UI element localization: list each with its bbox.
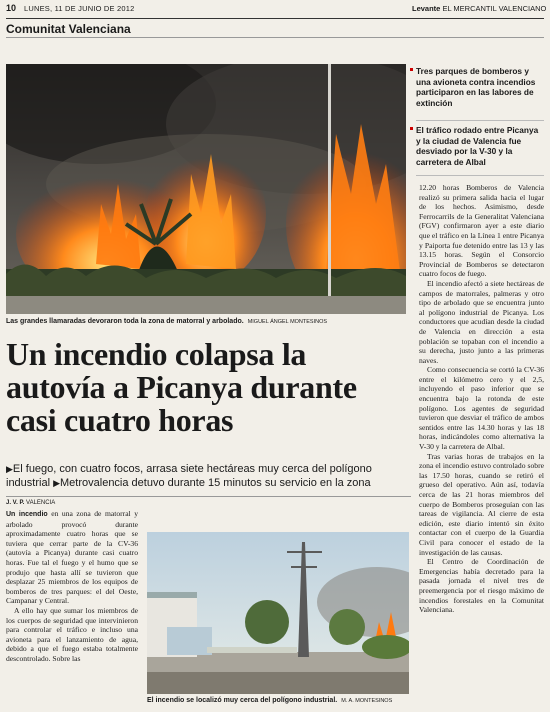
paragraph: Como consecuencia se cortó la CV-36 entre el kilómetro cero y el 2,5, incluyendo el paso inferior que se encuentra bajo la rotonda de este polígono. Los agentes de seguridad tuvieron que desviar el tráfico de ambos sentidos entre las 14.30 horas y las 18 horas, indicándoles como alternativa la V-30 y la carretera de Albal. [419, 365, 544, 452]
lead-words: Un incendio [6, 511, 48, 518]
triangle-bullet-icon: ▶ [6, 464, 13, 474]
paragraph: Un incendio en una zona de matorral y arbolado provocó durante aproximadamente cuatro horas que se tuviera que cerrar parte de la CV-36 (autovía a Picanya) durante casi cuatro horas. Fue tal el fuego y el humo que se produjo que hasta allí se tuvieron que desplazar 25 miembros de los equipos de bomberos de tres parques: el del Oeste, Campanar y Central. [6, 509, 138, 606]
article-body-right [419, 183, 544, 615]
fire-photo [6, 64, 406, 314]
paragraph: Tras varias horas de trabajos en la zona el incendio estuvo controlado sobre las 17.50 horas, cuando se retiró el grueso del operativo. Aún así, todavía cerca de las 21 horas miembros del cuerpo de Bomberos proseguían con las tareas de vigilancia. Al cierre de esta edición, este diario intentó sin éxito contactar con el cuerpo de la Guardia Civil para conocer el estado de la investigación de las causas. [419, 451, 544, 557]
paragraph: El incendio afectó a siete hectáreas de campos de matorrales, palmeras y otro tipo de arbolado que se encuentra junto al polígono industrial de Picanya. Los conductores que acudían desde la ciudad de Valencia en dirección a esta población se topaban con el incendio a su derecha, justo junto a las primeras naves. [419, 278, 544, 365]
photo-credit: MIGUEL ÁNGEL MONTESINOS [247, 319, 328, 325]
masthead-rule [6, 18, 544, 19]
fire-photo-illustration [6, 64, 406, 314]
sidebar-rule [416, 175, 544, 176]
section-rule [6, 37, 544, 38]
page-masthead [0, 0, 550, 18]
section-title: Comunitat Valenciana [6, 22, 131, 36]
sidebar-highlight-1: Tres parques de bomberos y una avioneta contra incendios participaron en las labores de extinción [416, 66, 544, 108]
sidebar-highlight-2: El tráfico rodado entre Picanya y la ciudad de Valencia fue desviado por la V-30 y la carretera de Albal [416, 125, 544, 167]
sidebar-rule [416, 120, 544, 121]
byline: J. V. P. VALENCIA [6, 500, 56, 506]
triangle-bullet-icon: ▶ [53, 477, 61, 488]
page-date: LUNES, 11 DE JUNIO DE 2012 [24, 4, 135, 13]
article-body-left [6, 509, 138, 664]
deck-rule [6, 496, 411, 497]
industrial-area-photo [147, 532, 409, 694]
paragraph: El Centro de Coordinación de Emergencias había decretado para la pasada jornada el nivel tres de preemergencia por el riesgo máximo de incendios forestales en la Comunitat Valenciana. [419, 557, 544, 615]
main-photo-caption: Las grandes llamaradas devoraron toda la zona de matorral y arbolado. MIGUEL ÁNGEL MONTESINOS [6, 318, 328, 325]
photo-credit: M. A. MONTESINOS [341, 698, 393, 704]
industrial-area-illustration [147, 532, 409, 694]
paragraph: A ello hay que sumar los miembros de los cuerpos de seguridad que intervinieron para controlar el tráfico e incluso una avioneta para el lanzamiento de agua, debido a que el fuego estaba totalmente descontrolado. Sobre las [6, 605, 138, 663]
page-number: 10 [6, 3, 17, 13]
publication-name: Levante EL MERCANTIL VALENCIANO [412, 4, 547, 13]
second-photo-caption: El incendio se localizó muy cerca del polígono industrial. M. A. MONTESINOS [147, 697, 393, 704]
paragraph: 12.20 horas Bomberos de Valencia realizó su primera salida hacia el lugar de los hechos. Asimismo, desde Ferrocarrils de la Generalitat Valenciana (FGV) confirmaron ayer a este diario que el tráfico en la Línea 1 entre Picanya y Paiporta fue detenido entre las 13 y las 13.15 horas. Según el Consorcio Provincial de Bomberos se detectaron cuatro focos de fuego. [419, 183, 544, 279]
article-headline: Un incendio colapsa la autovía a Picanya durante casi cuatro horas [6, 336, 357, 438]
article-subheadline: ▶El fuego, con cuatro focos, arrasa siete hectáreas muy cerca del polígono industrial ▶Metrovalencia detuvo durante 15 minutos su servicio en la zona [6, 463, 372, 489]
